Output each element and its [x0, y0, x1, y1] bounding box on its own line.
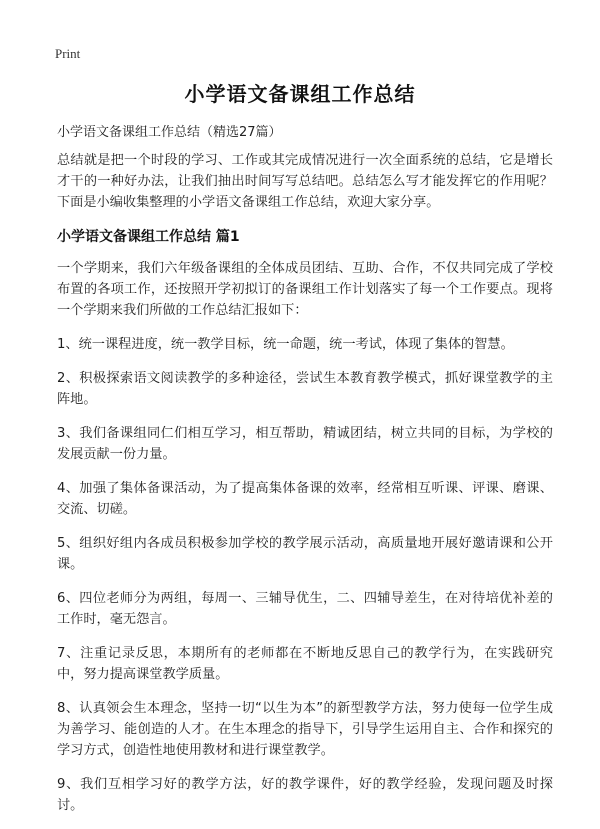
list-item-6: 6、四位老师分为两组，每周一、三辅导优生，二、四辅导差生，在对待培优补差的工作时，毫无怨言。	[57, 591, 553, 627]
body-paragraph: 一个学期来，我们六年级备课组的全体成员团结、互助、合作，不仅共同完成了学校布置的各项工作，还按照开学初拟订的备课组工作计划落实了每一个工作要点。现将一个学期来我们所做的工作总结汇报如下：	[57, 261, 553, 318]
list-item-9: 9、我们互相学习好的教学方法，好的教学课件，好的教学经验，发现问题及时探讨。	[57, 777, 553, 813]
list-item-3: 3、我们备课组同仁们相互学习，相互帮助，精诚团结，树立共同的目标，为学校的发展贡献一份力量。	[57, 426, 553, 462]
document-subtitle: 小学语文备课组工作总结（精选27篇）	[57, 125, 282, 140]
list-item-5: 5、组织好组内各成员积极参加学校的教学展示活动，高质量地开展好邀请课和公开课。	[57, 536, 553, 572]
list-item-7: 7、注重记录反思，本期所有的老师都在不断地反思自己的教学行为，在实践研究中，努力提高课堂教学质量。	[57, 646, 553, 682]
list-item-4: 4、加强了集体备课活动，为了提高集体备课的效率，经常相互听课、评课、磨课、交流、切磋。	[57, 481, 553, 517]
intro-paragraph: 总结就是把一个时段的学习、工作或其完成情况进行一次全面系统的总结，它是增长才干的一种好办法，让我们抽出时间写写总结吧。总结怎么写才能发挥它的作用呢？下面是小编收集整理的小学语文备课组工作总结，欢迎大家分享。	[57, 153, 553, 210]
print-link[interactable]: Print	[55, 46, 81, 61]
list-item-2: 2、积极探索语文阅读教学的多种途径，尝试生本教育教学模式，抓好课堂教学的主阵地。	[57, 371, 553, 407]
document-content	[57, 150, 553, 829]
section-heading: 小学语文备课组工作总结 篇1	[57, 229, 240, 245]
document-title: 小学语文备课组工作总结	[184, 82, 416, 106]
list-item-1: 1、统一课程进度，统一教学目标，统一命题，统一考试，体现了集体的智慧。	[57, 337, 514, 352]
list-item-8: 8、认真领会生本理念，坚持一切“以生为本”的新型教学方法，努力使每一位学生成为善学习、能创造的人才。在生本理念的指导下，引导学生运用自主、合作和探究的学习方式，创造性地使用教材和进行课堂教学。	[57, 701, 553, 758]
